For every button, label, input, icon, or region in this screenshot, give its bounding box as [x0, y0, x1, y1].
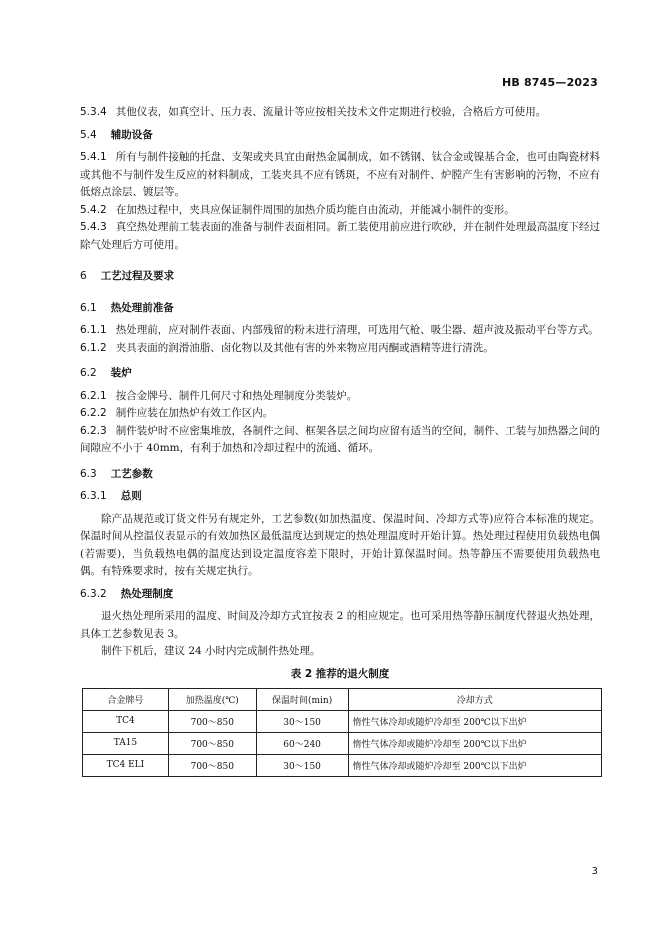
clause-6-1-1	[80, 322, 600, 340]
cell-hold-time: 60～240	[256, 732, 348, 754]
clause-number: 6.2.3	[80, 424, 107, 437]
clause-text-cont: 热器之间的间隙应不小于 40mm，有利于加热和冷却过程中的流通、循环。	[80, 424, 601, 454]
clause-text-cont: 温度下经过除气处理后方可使用。	[80, 221, 601, 251]
cell-temperature: 700～850	[168, 710, 256, 732]
cell-hold-time: 30～150	[256, 754, 348, 776]
col-header-alloy: 合金牌号	[83, 688, 169, 710]
page-number: 3	[591, 866, 598, 877]
heading-6-3	[80, 466, 600, 484]
clause-6-2-1	[80, 388, 600, 406]
table-row	[83, 754, 602, 776]
cell-alloy: TA15	[83, 732, 169, 754]
clause-number: 6.1.1	[80, 324, 107, 336]
heading-number: 5.4	[80, 128, 97, 141]
heading-6-1	[80, 300, 600, 318]
heading-title: 装炉	[110, 367, 132, 379]
clause-text-cont: 由陶瓷材料或其他不与制件发生反应的材料制成，工装夹具不应有锈斑，不应有对制件、炉膛产生有害影响的污物，不应有低熔点涂层、镀层等。	[80, 151, 601, 198]
clause-number: 5.4.2	[80, 203, 107, 216]
heading-title: 总则	[120, 490, 142, 502]
col-header-cooling: 冷却方式	[348, 688, 601, 710]
heading-number: 6.2	[80, 367, 97, 379]
heading-5-4	[80, 127, 600, 145]
document-body	[80, 104, 600, 777]
clause-number: 6.1.2	[80, 341, 107, 354]
clause-text: 热处理前，应对制件表面、内部残留的粉末进行清理，可选用气枪、吸尘器、超声波及振动平	[115, 324, 547, 336]
heading-number: 6.3.2	[80, 587, 107, 600]
clause-5-4-2	[80, 202, 600, 220]
clause-text: 制件应装在加热炉有效工作区内。	[115, 407, 274, 419]
heading-6-3-1	[80, 488, 600, 506]
heading-title: 工艺参数	[110, 467, 153, 480]
clause-text: 按合金牌号、制件几何尺寸和热处理制度分类装炉。	[115, 389, 358, 402]
col-header-hold-time: 保温时间(min)	[256, 688, 348, 710]
cell-temperature: 700～850	[168, 754, 256, 776]
clause-text: 所有与制件接触的托盘、支架或夹具宜由耐热金属制成，如不锈钢、钛合金或镍基合金，也可	[115, 151, 548, 163]
paragraph-annealing: 退火热处理所采用的温度、时间及冷却方式宜按表 2 的相应规定。也可采用热等静压制度代替退火热处理，具体工艺参数见表 3。	[80, 610, 600, 640]
clause-number: 6.2.1	[80, 389, 107, 402]
clause-6-2-2	[80, 405, 600, 423]
cell-alloy: TC4	[83, 710, 169, 732]
clause-text: 在加热过程中，夹具应保证制件周围的加热介质均能自由流动，并能减小制件的变形。	[115, 203, 515, 216]
cell-cooling: 惰性气体冷却或随炉冷却至 200℃以下出炉	[348, 710, 601, 732]
standard-code: HB 8745—2023	[501, 76, 598, 89]
table-header-row	[83, 688, 602, 710]
paragraph-schedule: 制件下机后，建议 24 小时内完成制件热处理。	[101, 645, 321, 657]
cell-cooling: 惰性气体冷却或随炉冷却至 200℃以下出炉	[348, 732, 601, 754]
heading-title: 热处理制度	[120, 587, 174, 600]
heading-6	[80, 268, 600, 286]
col-header-temperature: 加热温度(℃)	[168, 688, 256, 710]
cell-hold-time: 30～150	[256, 710, 348, 732]
heading-number: 6.3	[80, 467, 97, 480]
heading-6-3-2	[80, 586, 600, 604]
clause-number: 5.4.3	[80, 221, 107, 233]
clause-number: 5.3.4	[80, 106, 107, 118]
heading-number: 6.1	[80, 301, 97, 314]
clause-text: 夹具表面的润滑油脂、卤化物以及其他有害的外来物应用丙酮或酒精等进行清洗。	[115, 341, 494, 354]
clause-5-4-3	[80, 219, 600, 254]
paragraph-general: 除产品规范或订货文件另有规定外，工艺参数(如加热温度、保温时间、冷却方式等)应符合本标准的规定。保温时间从控温仪表显示的有效加热区最低温度达到规定的热处理温度时开始计算。热处理过程使用负载热电偶(若需要)，当负载热电偶的温度达到设定温度容差下限时，开始计算保温时间。热等静压不需要使用负载热电偶。有特殊要求时，按有关规定执行。	[80, 512, 600, 577]
heading-title: 辅助设备	[110, 128, 153, 141]
table-row	[83, 732, 602, 754]
clause-5-3-4	[80, 104, 600, 122]
clause-text-cont: 台等方式。	[546, 324, 599, 336]
cell-cooling: 惰性气体冷却或随炉冷却至 200℃以下出炉	[348, 754, 601, 776]
annealing-table	[82, 688, 602, 777]
cell-alloy: TC4 ELI	[83, 754, 169, 776]
clause-number: 5.4.1	[80, 151, 107, 163]
heading-title: 工艺过程及要求	[100, 270, 175, 282]
heading-6-2	[80, 365, 600, 383]
heading-number: 6.3.1	[80, 490, 107, 502]
table-row	[83, 710, 602, 732]
clause-text: 其他仪表，如真空计、压力表、流量计等应按相关技术文件定期进行校验，合格后方可使用。	[115, 106, 547, 118]
table-title: 表 2 推荐的退火制度	[290, 667, 390, 680]
clause-number: 6.2.2	[80, 407, 107, 419]
cell-temperature: 700～850	[168, 732, 256, 754]
heading-title: 热处理前准备	[110, 301, 174, 314]
clause-text: 制件装炉时不应密集堆放，各制件之间、框架各层之间均应留有适当的空间，制件、工装与加	[115, 424, 548, 437]
heading-number: 6	[80, 270, 87, 282]
clause-text: 真空热处理前工装表面的准备与制件表面相同。新工装使用前应进行吹砂，并在制件处理最高	[115, 221, 548, 233]
clause-6-2-3	[80, 423, 600, 458]
clause-5-4-1	[80, 149, 600, 202]
clause-6-1-2	[80, 340, 600, 358]
